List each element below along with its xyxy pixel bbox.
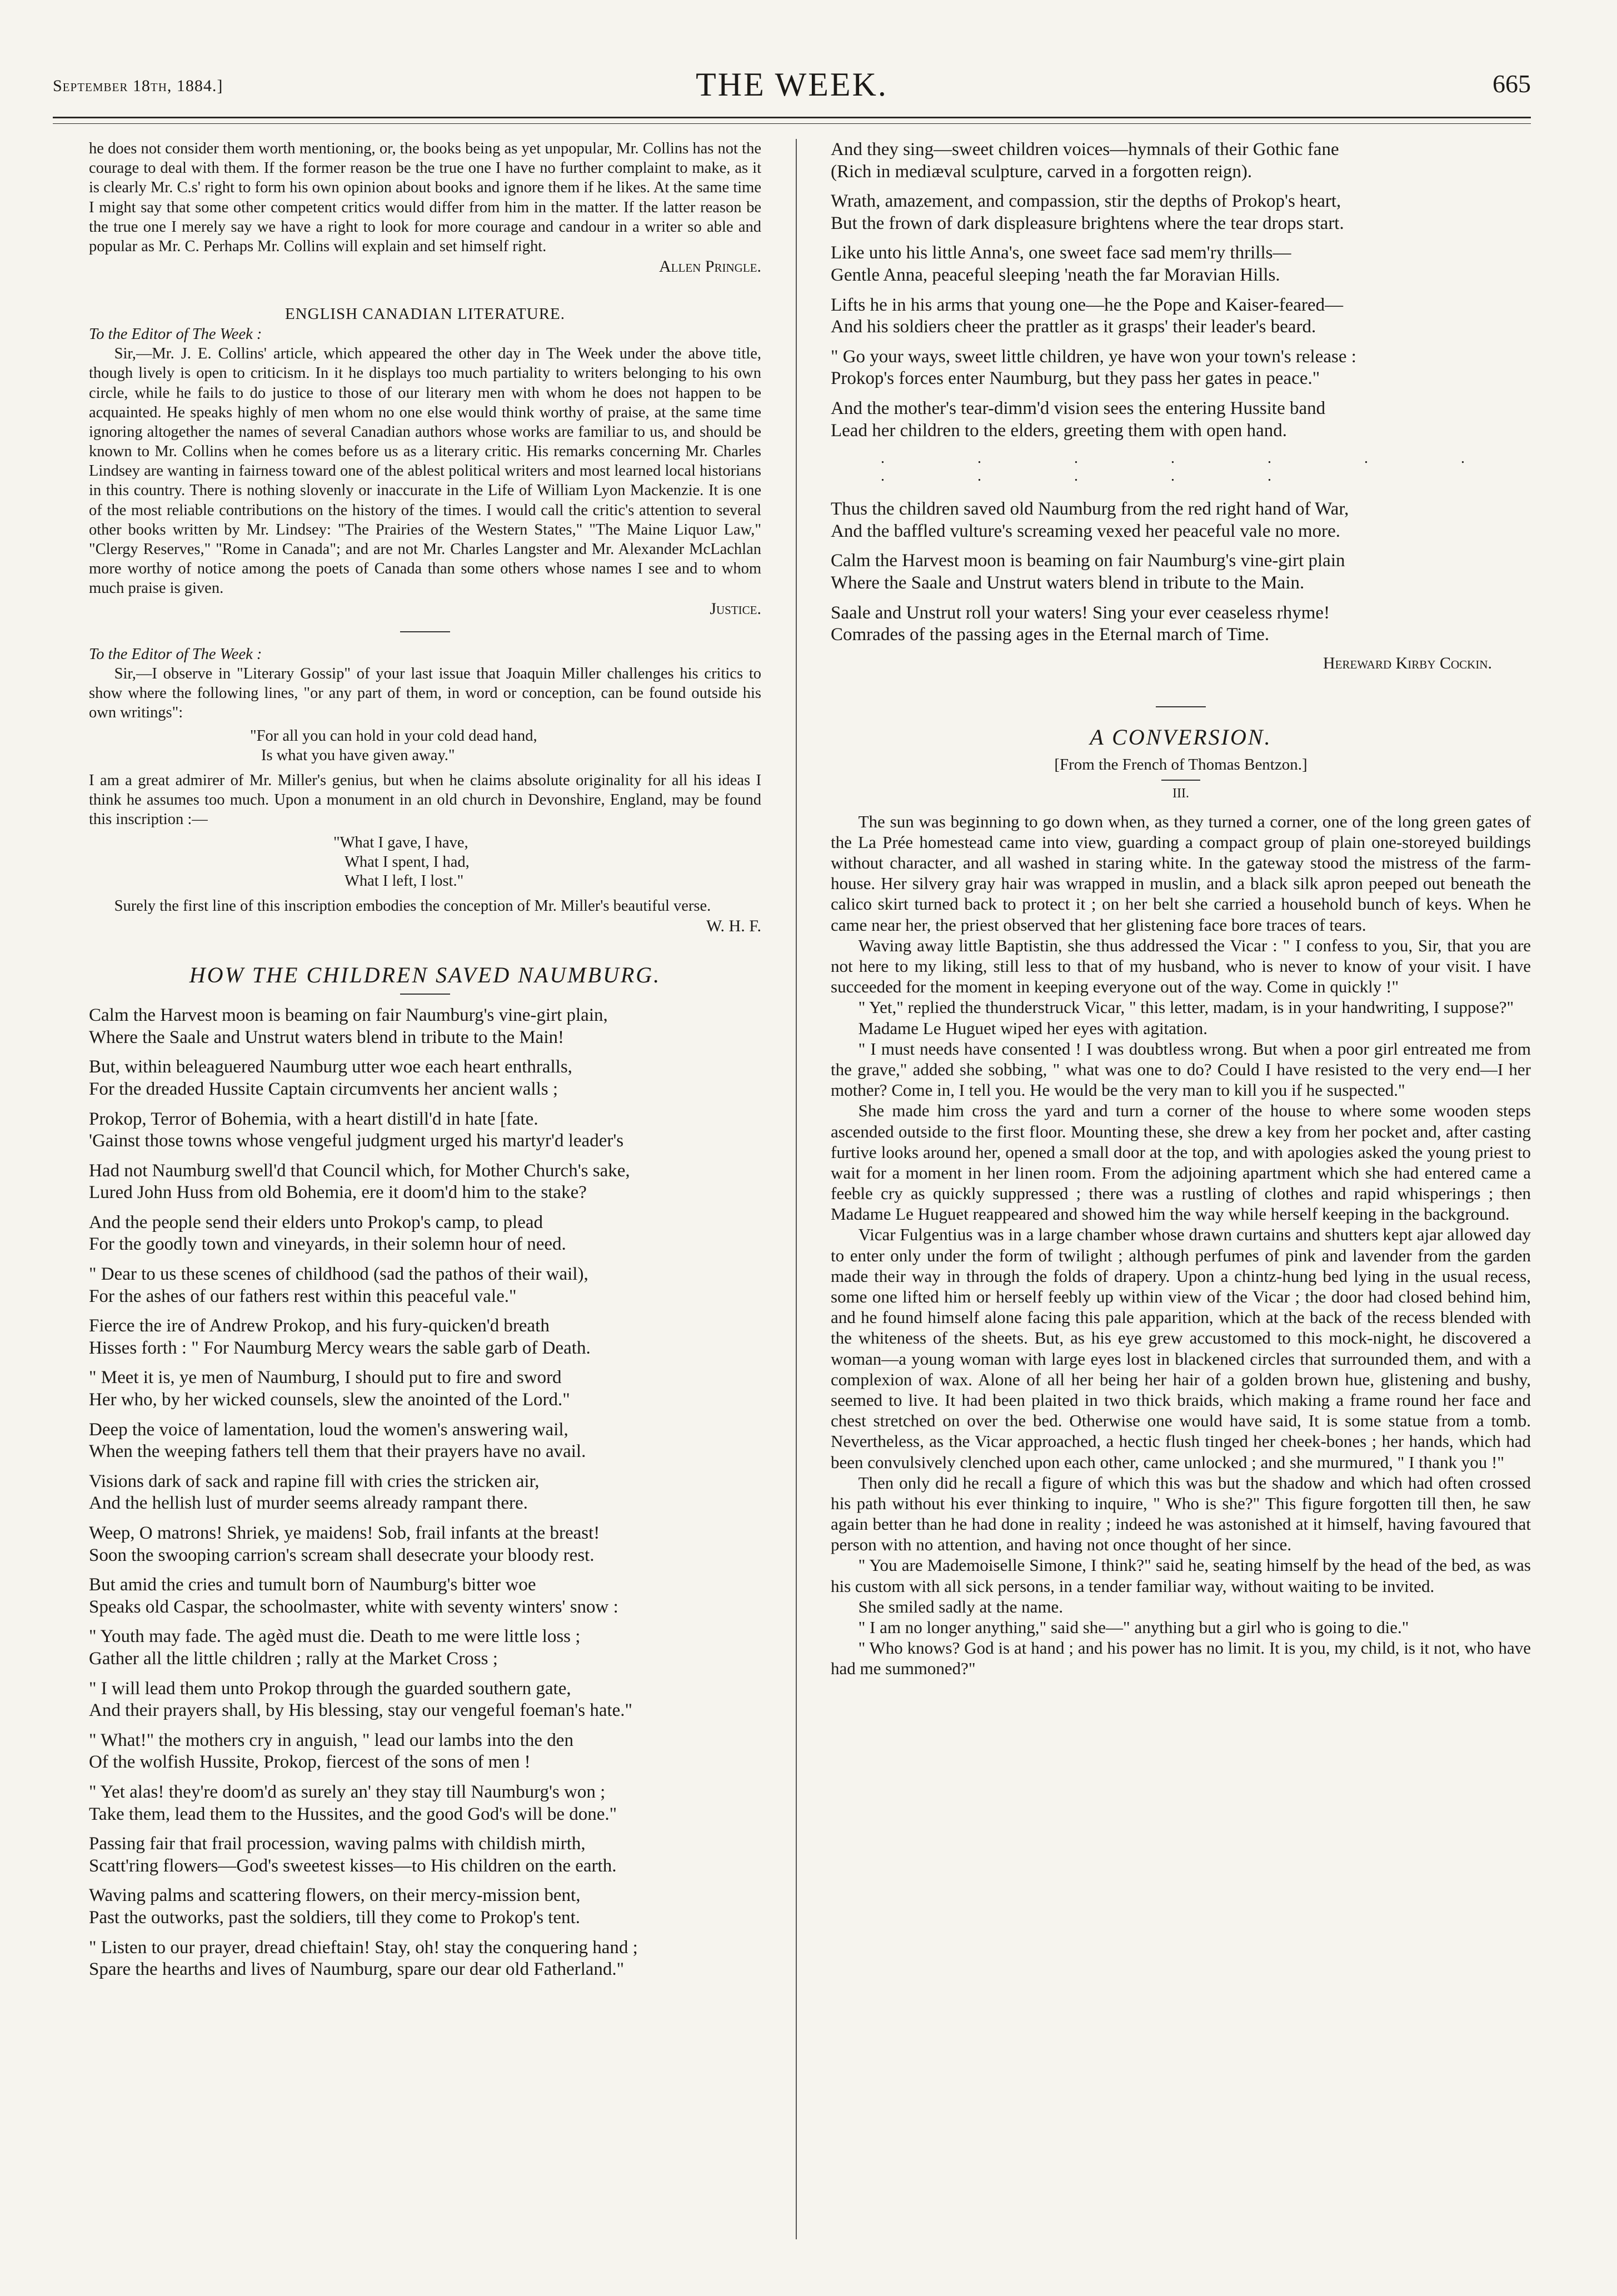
- poem-stanza: [831, 602, 1531, 646]
- poem-stanza: [89, 1367, 761, 1411]
- poem-line: Passing fair that frail procession, waving palms with childish mirth,: [89, 1834, 586, 1854]
- poem-line: Saale and Unstrut roll your waters! Sing your ever ceaseless rhyme!: [831, 602, 1330, 623]
- poem-stanza: [89, 1005, 761, 1049]
- poem-line: Lifts he in his arms that young one—he the Pope and Kaiser-feared—: [831, 295, 1344, 315]
- poem-stanza: [89, 1781, 761, 1825]
- quote-line: What I spent, I had,: [345, 853, 470, 871]
- quote-line: "For all you can hold in your cold dead hand,: [250, 727, 537, 745]
- poem-line: And they sing—sweet children voices—hymnals of their Gothic fane: [831, 139, 1339, 159]
- letter-whf-middle: I am a great admirer of Mr. Miller's genius, but when he claims absolute originality for all his ideas I think he assumes too much. Upon a monument in an old church in Devonshire, England, may be found this inscription :—: [89, 771, 761, 828]
- masthead-title: THE WEEK.: [696, 66, 888, 103]
- poem-line: Weep, O matrons! Shriek, ye maidens! Sob, frail infants at the breast!: [89, 1523, 600, 1544]
- poem-stanza: [89, 1833, 761, 1877]
- section-rule: [400, 631, 450, 632]
- page-header: [53, 66, 1531, 110]
- story-paragraph: Vicar Fulgentius was in a large chamber whose drawn curtains and shutters kept ajar allowed day to enter only under the form of twilight ; although perfumes of pink and lavender from the garden made their way in through the folds of drapery. Upon a chintz-hung bed lying in the usual recess, some one lifted him or herself feebly up within view of the Vicar ; the door had closed behind him, and he found himself alone facing this pale apparition, which at the back of the recess blended with the whiteness of the sheets. But, as his eye grew accustomed to this mock-night, he discovered a woman—a young woman with large eyes lost in blackened circles that surrounded them, and with a complexion of wax. Alone of all her being her hair of a golden brown hue, glistening and bushy, seemed to live. It had been plaited in two thick braids, which making a frame round her face and chest stretched on over the bed. Otherwise one would have said, It is some statue from a tomb. Nevertheless, as the Vicar approached, a hectic flush tinged her cheek-bones ; her hands, which had been convulsively clenched upon each other, came unlocked ; and she murmured, " I thank you !": [831, 1225, 1531, 1472]
- poem-line: Had not Naumburg swell'd that Council which, for Mother Church's sake,: [89, 1160, 630, 1181]
- letter-justice-text: Sir,—Mr. J. E. Collins' article, which appeared the other day in The Week under the above title, though lively is open to criticism. In it he displays too much partiality to writers belonging to his own circle, while he fails to do justice to those of our literary men with whom he does not happen to be acquainted. He speaks highly of men whom no one else would think worthy of praise, at the same time ignoring altogether the names of several Canadian authors whose works are familiar to us, and should be known to Mr. Collins when he comes before us as a literary critic. His remarks concerning Mr. Charles Lindsey are wanting in fairness toward one of the ablest political writers and most learned local historians in this country. There is nothing slovenly or inaccurate in the Life of William Lyon Mackenzie. It is one of the most reliable contributions on the history of the times. I would call the critic's attention to several other books written by Mr. Lindsey: "The Prairies of the Western States," "The Maine Liquor Law," "Clergy Reserves," "Rome in Canada"; and are not Mr. Charles Langster and Mr. Alexander McLachlan more worthy of notice among the poets of Canada than some others whose names I see and to whom much praise is given.: [89, 345, 761, 597]
- poem-line: Gentle Anna, peaceful sleeping 'neath the far Moravian Hills.: [831, 264, 1280, 285]
- poem-line: Prokop's forces enter Naumburg, but they pass her gates in peace.": [831, 368, 1320, 389]
- story-paragraph: She smiled sadly at the name.: [858, 1596, 1064, 1616]
- poem-line: Of the wolfish Hussite, Prokop, fiercest of the sons of men !: [89, 1752, 531, 1773]
- poem-line: Lured John Huss from old Bohemia, ere it doom'd him to the stake?: [89, 1182, 587, 1203]
- right-column: [831, 139, 1531, 1679]
- poem-stanza: [89, 1160, 761, 1204]
- story-paragraph: Waving away little Baptistin, she thus addressed the Vicar : " I confess to you, Sir, that you are not here to my liking, still less to that of my husband, who is never to know of your visit. I have succeeded for the moment in keeping everyone out of the way. Come in quickly !": [831, 935, 1531, 997]
- story-paragraph: Then only did he recall a figure of which this was but the shadow and which had often crossed his path without his ever thinking to inquire, " Who is she?" This figure forgotten till then, he saw again better than he had done in reality ; indeed he was astonished at it himself, having favoured that person with no attention, and having not once thought of her since.: [831, 1473, 1531, 1555]
- poem-stanza: [89, 1626, 761, 1670]
- poem-line: " Yet alas! they're doom'd as surely an' they stay till Naumburg's won ;: [89, 1781, 606, 1802]
- poem-line: But amid the cries and tumult born of Naumburg's bitter woe: [89, 1575, 536, 1595]
- poem-stanza: [831, 498, 1531, 542]
- poem-line: Fierce the ire of Andrew Prokop, and his fury-quicken'd breath: [89, 1316, 550, 1336]
- poem-line: Take them, lead them to the Hussites, and the good God's will be done.": [89, 1804, 617, 1824]
- poem-line: Deep the voice of lamentation, loud the women's answering wail,: [89, 1419, 568, 1440]
- poem-stanza: [89, 1471, 761, 1515]
- poem-line: (Rich in mediæval sculpture, carved in a forgotten reign).: [831, 161, 1252, 182]
- poem-line: " Go your ways, sweet little children, ye have won your town's release :: [831, 346, 1356, 367]
- section-rule: [1156, 706, 1206, 707]
- poem-ending: [831, 498, 1531, 646]
- poem-continued: [831, 139, 1531, 442]
- poem-line: Prokop, Terror of Bohemia, with a heart distill'd in hate [fate.: [89, 1109, 538, 1129]
- quote-line: What I left, I lost.": [345, 872, 464, 890]
- poem-line: Visions dark of sack and rapine fill with cries the stricken air,: [89, 1471, 540, 1491]
- poem-line: 'Gainst those towns whose vengeful judgment urged his martyr'd leader's: [89, 1131, 624, 1151]
- poem-line: Soon the swooping carrion's scream shall desecrate your bloody rest.: [89, 1545, 595, 1565]
- letter-pringle-signature: Allen Pringle.: [659, 257, 761, 276]
- poem-signature: Hereward Kirby Cockin.: [1322, 653, 1492, 672]
- poem-line: Calm the Harvest moon is beaming on fair Naumburg's vine-girt plain,: [89, 1005, 608, 1026]
- poem-line: Like unto his little Anna's, one sweet face sad mem'ry thrills—: [831, 243, 1291, 263]
- poem-stanza: [89, 1264, 761, 1307]
- poem-line: Where the Saale and Unstrut waters blend in tribute to the Main!: [89, 1027, 564, 1047]
- poem-line: And the hellish lust of murder seems already rampant there.: [89, 1493, 528, 1514]
- poem-stanza: [831, 139, 1531, 183]
- poem-line: But, within beleaguered Naumburg utter woe each heart enthralls,: [89, 1057, 572, 1077]
- poem-line: Her who, by her wicked counsels, slew the anointed of the Lord.": [89, 1390, 570, 1410]
- story-body: [831, 811, 1531, 1679]
- poem-stanza: [89, 1419, 761, 1463]
- letter-pringle: [89, 139, 761, 277]
- poem-stanza: [89, 1109, 761, 1152]
- letter-whf-salutation: To the Editor of The Week :: [89, 645, 262, 663]
- miller-quote: [250, 727, 761, 765]
- letter-justice-heading: ENGLISH CANADIAN LITERATURE.: [285, 305, 566, 323]
- quote-line: "What I gave, I have,: [333, 834, 468, 852]
- poem-stanza: [89, 1523, 761, 1566]
- poem-line: And their prayers shall, by His blessing, stay our vengeful foeman's hate.": [89, 1700, 633, 1721]
- poem-line: " What!" the mothers cry in anguish, " lead our lambs into the den: [89, 1730, 573, 1750]
- story-source: [From the French of Thomas Bentzon.]: [1054, 755, 1307, 773]
- poem-stanza: [89, 1056, 761, 1100]
- story-paragraph: Madame Le Huguet wiped her eyes with agitation.: [858, 1018, 1208, 1038]
- story-paragraph: " Yet," replied the thunderstruck Vicar, " this letter, madam, is in your handwriting, I suppose?": [858, 997, 1514, 1017]
- poem-line: But the frown of dark displeasure brightens where the tear drops start.: [831, 213, 1344, 233]
- left-column: [89, 139, 761, 1989]
- letter-justice-signature: Justice.: [710, 599, 761, 618]
- poem-stanza: [831, 242, 1531, 286]
- page-number: 665: [1493, 69, 1531, 98]
- poem-stanza: [89, 1678, 761, 1722]
- story-rule: [1161, 780, 1200, 781]
- poem-line: For the dreaded Hussite Captain circumvents her ancient walls ;: [89, 1079, 558, 1099]
- letter-whf-signature: W. H. F.: [706, 917, 761, 936]
- poem-line: " Meet it is, ye men of Naumburg, I should put to fire and sword: [89, 1367, 562, 1388]
- poem-line: Wrath, amazement, and compassion, stir the depths of Prokop's heart,: [831, 191, 1341, 212]
- story-part: III.: [1172, 786, 1189, 801]
- poem-stanza: [831, 295, 1531, 338]
- poem-line: Waving palms and scattering flowers, on their mercy-mission bent,: [89, 1885, 581, 1906]
- letter-whf-closing: Surely the first line of this inscription embodies the conception of Mr. Miller's beautiful verse.: [114, 897, 711, 915]
- poem-line: For the goodly town and vineyards, in their solemn hour of need.: [89, 1234, 566, 1255]
- story-paragraph: " You are Mademoiselle Simone, I think?" said he, seating himself by the head of the bed, as was his custom with all sick persons, in a tender familiar way, without waiting to be invited.: [831, 1555, 1531, 1596]
- poem-line: And the people send their elders unto Prokop's camp, to plead: [89, 1212, 543, 1232]
- poem-line: And the baffled vulture's screaming vexed her peaceful vale no more.: [831, 521, 1341, 541]
- quote-line: Is what you have given away.": [261, 746, 455, 764]
- poem-ellipsis: . . . . . . . . . . . .: [881, 450, 1509, 485]
- poem-stanza: [89, 1315, 761, 1359]
- poem-line: Scatt'ring flowers—God's sweetest kisses—to His children on the earth.: [89, 1855, 617, 1876]
- letter-whf: [89, 645, 761, 936]
- poem-title-rule: [400, 994, 450, 995]
- poem-line: Gather all the little children ; rally at the Market Cross ;: [89, 1648, 498, 1669]
- issue-date: September 18th, 1884.]: [53, 77, 223, 95]
- poem-line: Hisses forth : " For Naumburg Mercy wears the sable garb of Death.: [89, 1337, 591, 1358]
- poem-line: When the weeping fathers tell them that their prayers have no avail.: [89, 1441, 586, 1462]
- story-title: A CONVERSION.: [1090, 724, 1272, 750]
- story-paragraph: " Who knows? God is at hand ; and his power has no limit. It is you, my child, is it not, who have had me summoned?": [831, 1638, 1531, 1679]
- letter-whf-intro: Sir,—I observe in "Literary Gossip" of your last issue that Joaquin Miller challenges his critics to show where the following lines, "or any part of them, in word or conception, can be found outside his own writings":: [89, 665, 761, 722]
- header-rule-bottom: [53, 123, 1531, 124]
- story-paragraph: " I must needs have consented ! I was doubtless wrong. But when a poor girl entreated me from the grave," added she sobbing, " what was one to do? Could I have resisted to the very end—I her mother? Come in, I tell you. He would be the very man to kill you if he suspected.": [831, 1039, 1531, 1100]
- poem-line: " Dear to us these scenes of childhood (sad the pathos of their wail),: [89, 1264, 588, 1285]
- poem-stanza: [831, 346, 1531, 390]
- poem-stanza: [89, 1937, 761, 1981]
- column-divider: [796, 139, 797, 2239]
- story-paragraph: " I am no longer anything," said she—" anything but a girl who is going to die.": [858, 1618, 1409, 1637]
- poem-line: For the ashes of our fathers rest within this peaceful vale.": [89, 1286, 517, 1306]
- letter-justice: [89, 305, 761, 618]
- story-paragraph: She made him cross the yard and turn a corner of the house to where some wooden steps ascended outside to the first floor. Mounting these, she drew a key from her pocket and, after casting furtive looks around her, opened a small door at the top, and with apologies asked the young priest to wait for a moment in her linen room. From the adjoining apartment which she had entered came a feeble cry as quickly suppressed ; there was a rustling of clothes and rapid whisperings ; then Madame Le Huguet reappeared and showed him the way while herself keeping in the background.: [831, 1101, 1531, 1224]
- poem-left: [89, 1005, 761, 1981]
- poem-line: Lead her children to the elders, greeting them with open hand.: [831, 420, 1287, 441]
- poem-line: " Listen to our prayer, dread chieftain! Stay, oh! stay the conquering hand ;: [89, 1937, 638, 1958]
- poem-stanza: [831, 398, 1531, 442]
- poem-line: Speaks old Caspar, the schoolmaster, white with seventy winters' snow :: [89, 1596, 618, 1617]
- poem-stanza: [89, 1885, 761, 1929]
- poem-stanza: [89, 1730, 761, 1774]
- poem-line: And the mother's tear-dimm'd vision sees the entering Hussite band: [831, 398, 1326, 418]
- header-rule-top: [53, 117, 1531, 118]
- poem-line: Comrades of the passing ages in the Eternal march of Time.: [831, 625, 1270, 645]
- letter-justice-salutation: To the Editor of The Week :: [89, 325, 262, 343]
- poem-line: Calm the Harvest moon is beaming on fair Naumburg's vine-girt plain: [831, 551, 1345, 571]
- poem-line: Past the outworks, past the soldiers, till they come to Prokop's tent.: [89, 1907, 581, 1928]
- poem-stanza: [89, 1212, 761, 1256]
- poem-line: And his soldiers cheer the prattler as it grasps' their leader's beard.: [831, 317, 1316, 337]
- poem-line: Thus the children saved old Naumburg from the red right hand of War,: [831, 499, 1349, 520]
- inscription-quote: [333, 833, 761, 891]
- story-paragraph: The sun was beginning to go down when, as they turned a corner, one of the long green gates of the La Prée homestead came into view, guarding a compact group of plain one-storeyed buildings without character, and all washed in staring white. In the gateway stood the mistress of the farm-house. Her silvery gray hair was wrapped in muslin, and a black silk apron peeped out beneath the calico skirt turned back to protect it ; on her belt she carried a household bunch of keys. When he came near her, the priest observed that her glistening face bore traces of tears.: [831, 811, 1531, 935]
- poem-stanza: [831, 550, 1531, 594]
- poem-line: " I will lead them unto Prokop through the guarded southern gate,: [89, 1678, 571, 1699]
- poem-line: Where the Saale and Unstrut waters blend in tribute to the Main.: [831, 572, 1305, 593]
- poem-title: HOW THE CHILDREN SAVED NAUMBURG.: [189, 962, 661, 988]
- poem-stanza: [831, 191, 1531, 234]
- poem-line: Spare the hearths and lives of Naumburg, spare our dear old Fatherland.": [89, 1959, 625, 1980]
- letter-pringle-text: he does not consider them worth mentioning, or, the books being as yet unpopular, Mr. Collins has not the courage to deal with them. If the former reason be the true one I have no further complaint to make, as it is clearly Mr. C.s' right to form his own opinion about books and ignore them if he likes. At the same time I might say that some other competent critics would differ from him in the matter. If the latter reason be the true one I merely say we have a right to look for more courage and candour in a writer so able and popular as Mr. C. Perhaps Mr. Collins will explain and set himself right.: [89, 140, 761, 255]
- poem-stanza: [89, 1574, 761, 1618]
- poem-line: " Youth may fade. The agèd must die. Death to me were little loss ;: [89, 1626, 581, 1647]
